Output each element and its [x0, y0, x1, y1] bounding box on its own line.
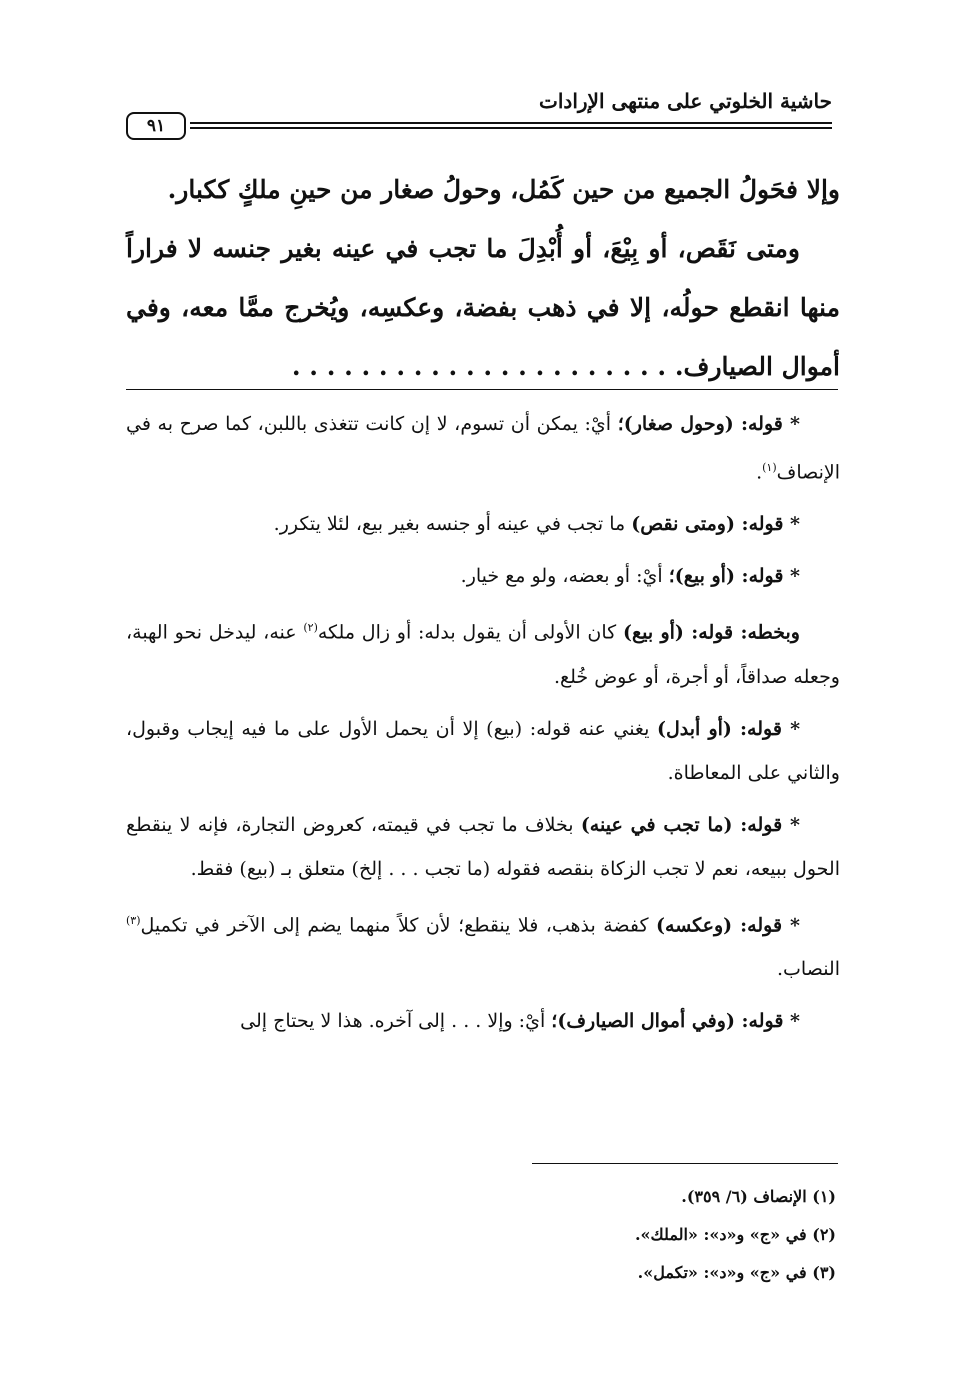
commentary-text: ما تجب في عينه أو جنسه بغير بيع، لئلا يتكرر. — [273, 513, 626, 536]
commentary-lemma: * قوله: (ومتى نقص) — [631, 513, 800, 536]
commentary-text: أيْ: أو بعضه، ولو مع خيار. — [460, 565, 663, 588]
commentary-lemma: * قوله: (أو أبدل) — [656, 717, 800, 740]
commentary-lemma: * قوله: (ما تجب في عينه) — [580, 813, 800, 836]
commentary-paragraph-8 — [126, 999, 840, 1043]
page-number: ٩١ — [126, 112, 186, 140]
commentary-lemma: * قوله: (أو بيع)؛ — [668, 565, 800, 588]
footnote-2: (٢) في «ج» و«د»: «الملك». — [634, 1225, 836, 1244]
main-text-paragraph-2: ومتى نَقَص، أو بِيْعَ، أو أُبْدِلَ ما تجب في عينه بغير جنسه لا فراراً منها انقطع حولُه، إلا في ذهب بفضة، وعكسِه، ويُخرج ممَّا معه، وفي أموال الصيارف. . . . . . . . . . . . . . . . . . . . . . . — [126, 234, 840, 381]
commentary — [126, 402, 840, 1051]
commentary-paragraph-5 — [126, 707, 840, 795]
footnote-3: (٣) في «ج» و«د»: «تكمل». — [637, 1263, 836, 1282]
commentary-text: أيْ: وإلا . . . إلى آخره. هذا لا يحتاج إلى — [240, 1009, 546, 1032]
commentary-text: بخلاف ما تجب في قيمته، كعروض التجارة، فإنه لا ينقطع الحول ببيعه، نعم لا تجب الزكاة بنقصه فقوله (ما تجب . . . إلخ) متعلق بـ (بيع) فقط. — [126, 813, 840, 880]
commentary-paragraph-3 — [126, 554, 840, 598]
commentary-lemma: * قوله: (وعكسه) — [656, 913, 800, 936]
header-rule — [190, 122, 832, 129]
commentary-paragraph-6 — [126, 803, 840, 891]
commentary-text: كفضة بذهب، فلا ينقطع؛ لأن كلاً منهما يضم إلى الآخر في تكميل — [140, 913, 649, 936]
commentary-lemma: وبخطه: قوله: (أو بيع) — [622, 621, 800, 644]
footnote-1: (١) الإنصاف (٦/ ٣٥٩). — [681, 1187, 836, 1206]
main-text-line-1: وإلا فحَولُ الجميع من حين كَمُل، وحولُ صغار من حينِ ملكٍ ككبار. — [167, 175, 840, 204]
commentary-paragraph-2 — [126, 502, 840, 546]
commentary-paragraph-4 — [126, 606, 840, 698]
commentary-separator — [126, 389, 838, 390]
commentary-lemma: * قوله: (وحول صغار)؛ — [617, 413, 800, 435]
footnote-separator — [532, 1163, 838, 1164]
footnote-ref-1: (١) — [762, 461, 777, 474]
footnote-ref-3: (٣) — [126, 913, 141, 927]
main-text — [126, 160, 840, 396]
commentary-text: كان الأولى أن يقول بدله: أو زال ملكه — [317, 621, 617, 644]
running-title: حاشية الخلوتي على منتهى الإرادات — [539, 89, 832, 113]
footnote-ref-2: (٢) — [303, 621, 318, 635]
commentary-text-end: عنه، ليدخل نحو الهبة، وجعله صداقاً، أو أجرة، أو عوض خُلع. — [126, 621, 840, 688]
commentary-text: أيْ: يمكن أن تسوم، لا إن كانت تتغذى باللبن، كما صرح به في الإنصاف — [126, 413, 840, 484]
commentary-lemma: * قوله: (وفي أموال الصيارف)؛ — [551, 1009, 800, 1032]
commentary-text-end: النصاب. — [777, 957, 840, 980]
commentary-text-end: . — [756, 461, 763, 484]
commentary-text: يغني عنه قوله: (بيع) إلا أن يحمل الأول على ما فيه إيجاب وقبول، والثاني على المعاطاة. — [126, 717, 840, 784]
commentary-paragraph-1 — [126, 402, 840, 494]
commentary-paragraph-7 — [126, 899, 840, 991]
footnotes — [400, 1178, 836, 1292]
